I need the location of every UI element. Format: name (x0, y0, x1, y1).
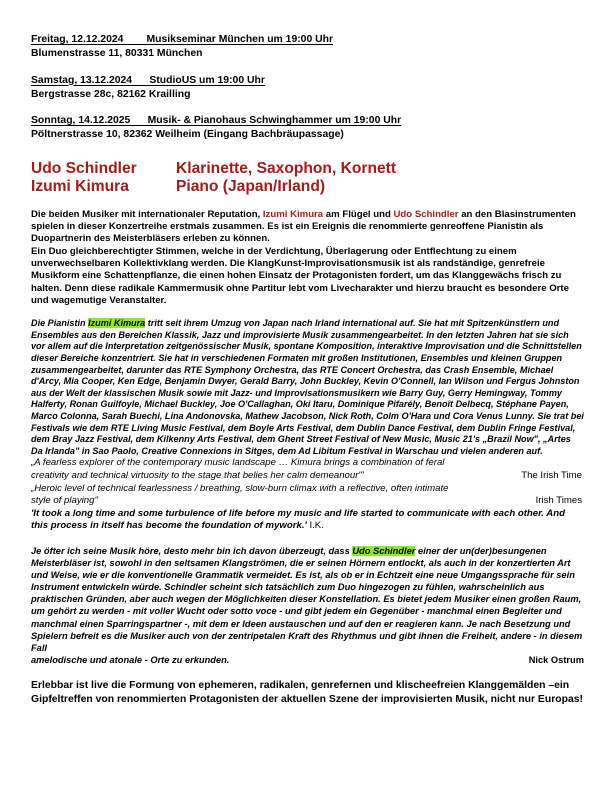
event-address: Bergstrasse 28c, 82162 Krailling (31, 88, 191, 100)
quote-source: I.K. (309, 520, 324, 532)
intro-paragraph (31, 209, 584, 308)
performer-name: Udo Schindler (31, 159, 137, 177)
intro-name-schindler: Udo Schindler (393, 208, 459, 220)
quote-text-head: „Heroic level of technical fearlessness / breathing, slow-burn climax with a reflective, often intimate (31, 482, 449, 494)
bio-kimura-body: tritt seit ihrem Umzug von Japan nach Irland international auf. Sie hat mit Spitzenkünstlern und Ensembles aus den Bereichen Klassik, Jazz und improvisierte Musik zusammengearbeitet. In den letzten Jahren hat sie sich vor allem auf die Interpretation zeitgenössischer Musik, spontane Komposition, interaktive Improvisation und die Schnittstellen dieser Bereiche konzentriert. Sie hat in verschiedenen Formaten mit großen Institutionen, Ensembles und kleinen Gruppen zusammengearbeitet, darunter das RTE Symphony Orchestra, das RTE Concert Orchestra, das Crash Ensemble, Michael d'Arcy, Mia Cooper, Ken Edge, Benjamin Dwyer, Gerald Barry, John Buckley, Kevin O'Connell, Ian Wilson und Fergus Johnston aus der Welt der klassischen Musik sowie mit Jazz- und Improvisationsmusikern wie Barry Guy, Gerry Hemingway, Tommy Halferty, Ronan Guilfoyle, Michael Buckley, Joe O'Callaghan, Oki Itaru, Dominique Pifarély, Benoît Delbecq, Stéphane Payen, Marco Colonna, Sarah Buechi, Lina Andonovska, Mathew Jacobson, Nick Roth, Colm O'Hara und Cora Venus Lunny. Sie trat bei Festivals wie dem RTE Living Music Festival, dem Boyle Arts Festival, dem Dublin Dance Festival, dem Dublin Fringe Festival, dem Bray Jazz Festival, dem Kilkenny Arts Festival, dem Ghent Street Festival of New Music, Music 21's „Brazil Now", „Artes Da Irlanda" in Sao Paolo, Creative Connexions in Sitges, dem Ad Libitum Festival in Warschau und vielen anderen auf. (31, 318, 584, 456)
quote-ik (31, 508, 584, 533)
bio-schindler-highlight: Udo Schindler (352, 545, 416, 556)
event-entry (31, 74, 584, 103)
bio-kimura-lead: Die Pianistin (31, 318, 89, 329)
bio-schindler-attrib-line (31, 654, 584, 666)
quote-text-head: 'It took a long time and some turbulence of life before my music and life started to communicate with each other. And this process in itself has become the foundation of my (31, 507, 565, 532)
bio-schindler-source: Nick Ostrum (528, 654, 584, 665)
bio-schindler-body: einer der un(der)besungenen Meisterbläser ist, sowohl in den seltsamen Klangströmen, die er seinen Hörnern entlockt, als auch in der konzertierten Art und Weise, wie er die konventionelle Grammatik vermeidet. Es ist, als ob er in Echtzeit eine neue Umgangssprache für sein Instrument entwickeln würde. Schindler scheint sich tatsächlich zum Duo hingezogen zu fühlen, wahrscheinlich aus praktischen Gründen, aber auch wegen der Möglichkeiten dieser Konstellation. Es bietet jedem Musiker einen großen Raum, um gehört zu werden - mit voller Wucht oder sotto voce - und gibt jedem ein Gegenüber - manchmal einen Begleiter und manchmal einen Sparringspartner -, mit dem er Ideen austauschen und auf den er reagieren kann. Je nach Besetzung und Spielern befreit es die Musiker auch von der zentripetalen Kraft des Rhythmus und gibt ihnen die Freiheit, andere - in diesem Fall (31, 545, 583, 653)
event-date-heading: Samstag, 13.12.2024 StudioUS um 19:00 Uhr (31, 74, 265, 86)
performer-row (31, 160, 584, 179)
quote-text-tail: creativity and technical virtuosity to the stage that belies her calm demeanour'" (31, 469, 364, 481)
bio-schindler-lead: Je öfter ich seine Musik höre, desto mehr bin ich davon überzeugt, dass (31, 545, 353, 556)
event-entry (31, 33, 584, 62)
quote-text-tail: work.' (279, 520, 307, 532)
bio-kimura-highlight: Izumi Kimura (88, 318, 146, 329)
event-list (31, 33, 584, 143)
intro-name-kimura: Izumi Kimura (262, 208, 324, 220)
performer-name: Izumi Kimura (31, 178, 129, 195)
event-date-heading: Sonntag, 14.12.2025 Musik- & Pianohaus Schwinghammer um 19:00 Uhr (31, 115, 402, 126)
quote-attrib-line (31, 470, 584, 483)
intro-text-4: Ein Duo gleichberechtigter Stimmen, welche in der Verdichtung, Überlagerung oder Entflechtung zu einem unverwechselbaren Kollektivklang werden. Die KlangKunst-Improvisationsmusik ist als randständige, genrefreie Musikform eine Schattenpflanze, die einen hohen Einsatz der Protagonisten fordert, um das Klanggewächs frisch zu halten. Denn diese radikale Kammermusik ohne Partitur lebt vom Livecharakter und hierzu braucht es besondere Orte und wagemutige Veranstalter. (31, 245, 569, 306)
event-address: Pöltnerstrasse 10, 82362 Weilheim (Eingang Bachbräupassage) (31, 129, 344, 140)
closing-statement: Erlebbar ist live die Formung von ephemeren, radikalen, genrefernen und klischeefreien Klanggemälden –ein Gipfeltreffen von renommierten Protagonisten der aktuellen Szene der improvisierten Musik, nicht nur Europas! (31, 679, 583, 706)
event-entry (31, 114, 584, 143)
event-address: Blumenstrasse 11, 80331 München (31, 48, 203, 59)
bio-schindler-body-tail: amelodische und atonale - Orte zu erkunden. (31, 654, 230, 665)
quote-source: Irish Times (535, 495, 582, 507)
quote-text-head: „A fearless explorer of the contemporary music landscape … Kimura brings a combination of feral (31, 457, 445, 469)
intro-text-1: Die beiden Musiker mit internationaler Reputation, (31, 208, 263, 220)
performer-row (31, 178, 584, 197)
bio-kimura (31, 318, 584, 457)
performer-instruments: Piano (Japan/Irland) (176, 178, 326, 195)
quote-text-tail: style of playing" (31, 495, 98, 507)
bio-schindler (31, 545, 584, 666)
performer-instruments: Klarinette, Saxophon, Kornett (176, 159, 397, 177)
performer-title-block (31, 160, 584, 197)
intro-text-3: an den Blasinstrumenten spielen in dieser Konzertreihe erstmals zusammen. Es ist ein Ereignis die renommierte genreoffene Pianistin als Duopartnerin des Meisterbläsers erleben zu können. (31, 208, 576, 245)
quote-irish-time (31, 457, 584, 482)
quote-irish-times (31, 483, 584, 508)
event-date-heading: Freitag, 12.12.2024 Musikseminar München um 19:00 Uhr (31, 34, 334, 45)
intro-text-2: am Flügel und (323, 208, 394, 220)
quote-source: The Irish Time (521, 469, 582, 481)
quote-attrib-line (31, 495, 584, 508)
